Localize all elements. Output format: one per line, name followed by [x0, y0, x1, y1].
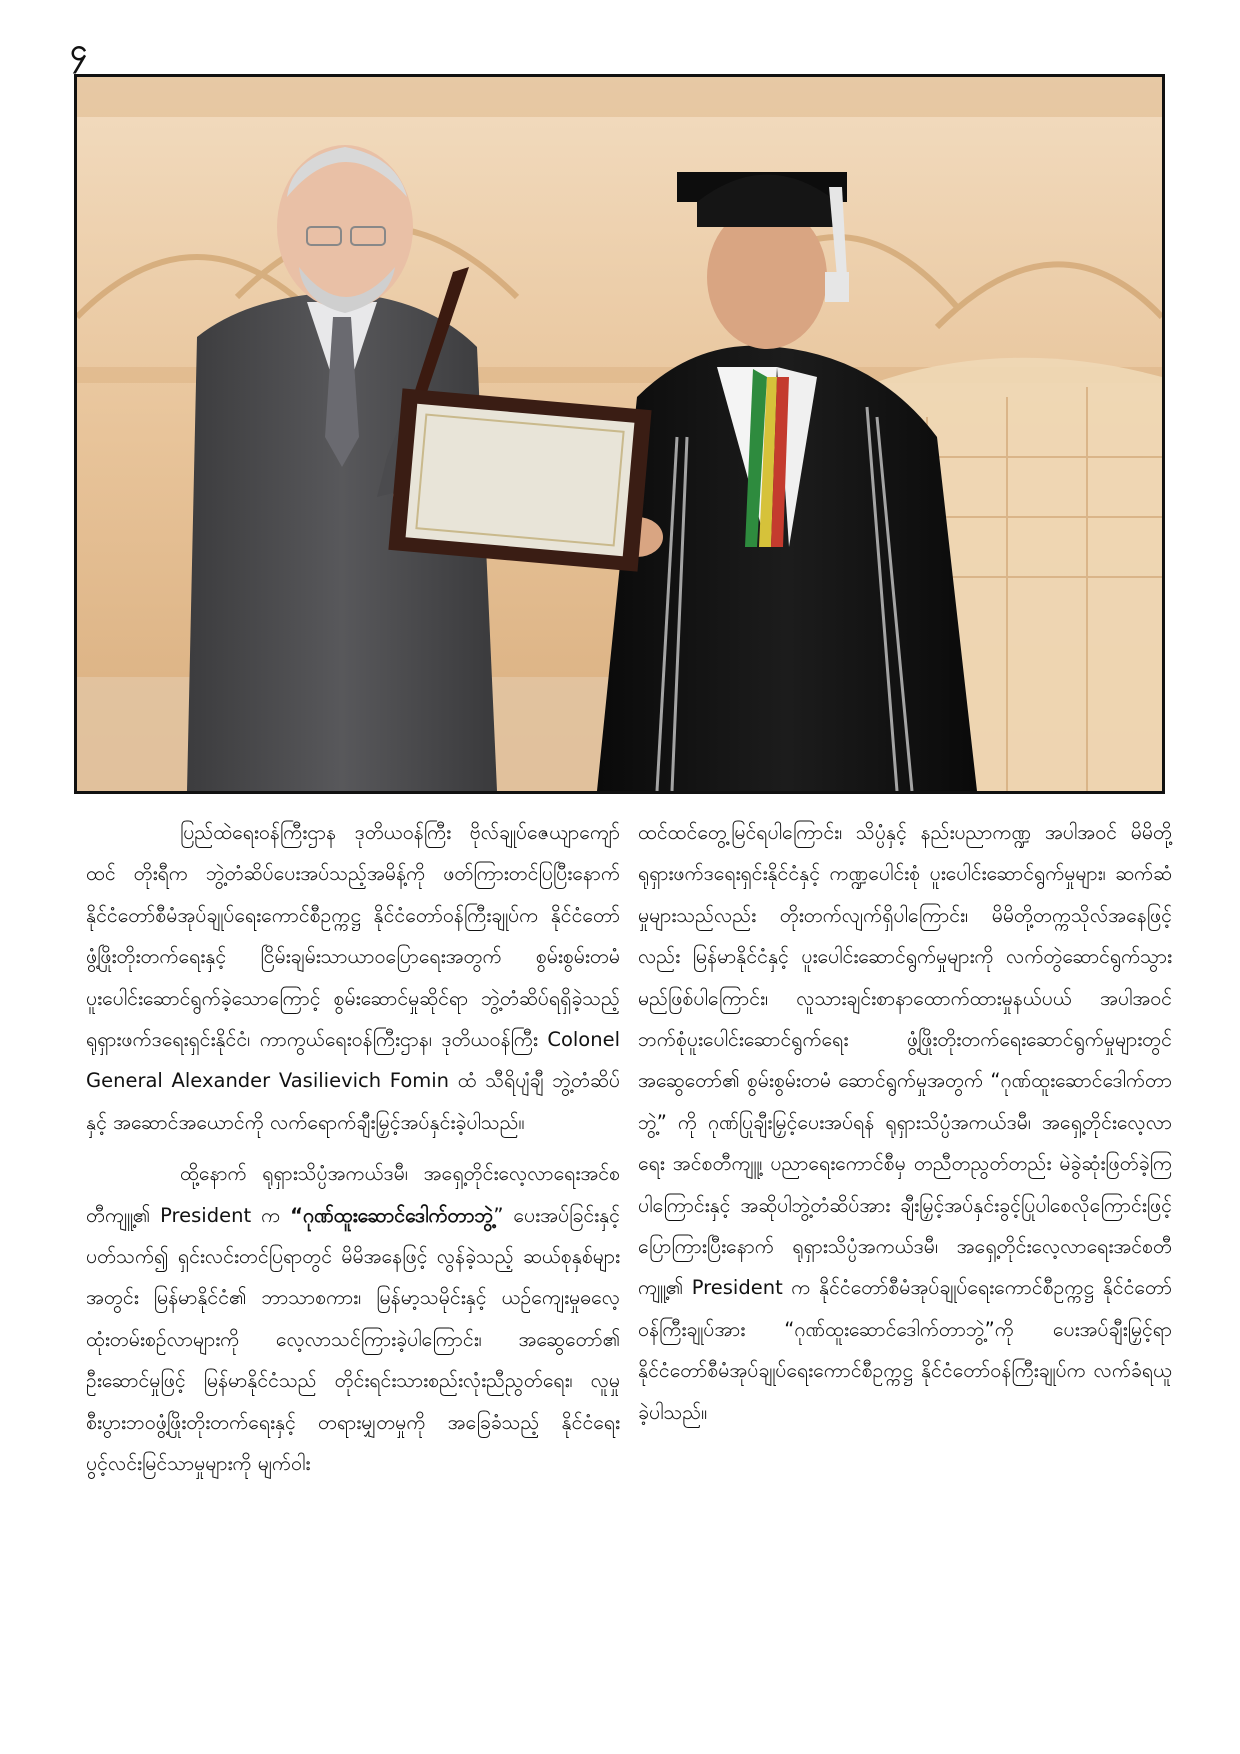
ceremony-photo [74, 74, 1165, 794]
article-paragraph [86, 1153, 620, 1484]
degree-title-bold: “ဂုဏ်ထူးဆောင်ဒေါက်တာဘွဲ့ [290, 1203, 494, 1227]
paragraph-text: ” ပေးအပ်ခြင်းနှင့်ပတ်သက်၍ ရှင်းလင်းတင်ပြရာတွင် မိမိအနေဖြင့် လွန်ခဲ့သည့် ဆယ်စုနှစ်များအတွင်း မြန်မာနိုင်ငံ၏ ဘာသာစကား၊ မြန်မာ့သမိုင်းနှင့် ယဉ်ကျေးမှုဓလေ့ထုံးတမ်းစဉ်လာများကို လေ့လာသင်ကြားခဲ့ပါကြောင်း၊ အဆွေတော်၏ ဦးဆောင်မှုဖြင့် မြန်မာနိုင်ငံသည် တိုင်းရင်းသားစည်းလုံးညီညွတ်ရေး၊ လူမှုစီးပွားဘဝဖွံ့ဖြိုးတိုးတက်ရေးနှင့် တရားမျှတမှုကို အခြေခံသည့် နိုင်ငံရေးပွင့်လင်းမြင်သာမှုများကို မျက်ဝါး [86, 1203, 620, 1476]
page-number: ၄ [70, 33, 87, 68]
article-paragraph: ထင်ထင်တွေ့မြင်ရပါကြောင်း၊ သိပ္ပံနှင့် နည်းပညာကဏ္ဍ အပါအဝင် မိမိတို့ရုရှားဖက်ဒရေးရှင်းနိုင်ငံနှင့် ကဏ္ဍပေါင်းစုံ ပူးပေါင်းဆောင်ရွက်မှုများ၊ ဆက်ဆံမှုများသည်လည်း တိုးတက်လျက်ရှိပါကြောင်း၊ မိမိတို့တက္ကသိုလ်အနေဖြင့်လည်း မြန်မာနိုင်ငံနှင့် ပူးပေါင်းဆောင်ရွက်မှုများကို လက်တွဲဆောင်ရွက်သွားမည်ဖြစ်ပါကြောင်း၊ လူသားချင်းစာနာထောက်ထားမှုနယ်ပယ် အပါအဝင် ဘက်စုံပူးပေါင်းဆောင်ရွက်ရေး ဖွံ့ဖြိုးတိုးတက်ရေးဆောင်ရွက်မှုများတွင် အဆွေတော်၏ စွမ်းစွမ်းတမံ ဆောင်ရွက်မှုအတွက် “ဂုဏ်ထူးဆောင်ဒေါက်တာဘွဲ့” ကို ဂုဏ်ပြုချီးမြှင့်ပေးအပ်ရန် ရုရှားသိပ္ပံအကယ်ဒမီ၊ အရှေ့တိုင်းလေ့လာရေး အင်စတီကျူ့၊ ပညာရေးကောင်စီမှ တညီတညွတ်တည်း မဲခွဲဆုံးဖြတ်ခဲ့ကြပါကြောင်းနှင့် အဆိုပါဘွဲ့တံဆိပ်အား ချီးမြှင့်အပ်နှင်းခွင့်ပြုပါစေလိုကြောင်းဖြင့် ပြောကြားပြီးနောက် ရုရှားသိပ္ပံအကယ်ဒမီ၊ အရှေ့တိုင်းလေ့လာရေးအင်စတီကျူ့၏ President က နိုင်ငံတော်စီမံအုပ်ချုပ်ရေးကောင်စီဥက္ကဋ္ဌ နိုင်ငံတော်ဝန်ကြီးချုပ်အား “ဂုဏ်ထူးဆောင်ဒေါက်တာဘွဲ့”ကို ပေးအပ်ချီးမြှင့်ရာ နိုင်ငံတော်စီမံအုပ်ချုပ်ရေးကောင်စီဥက္ကဋ္ဌ နိုင်ငံတော်ဝန်ကြီးချုပ်က လက်ခံရယူခဲ့ပါသည်။ [638, 821, 1172, 1424]
article-column-left [86, 812, 620, 1495]
paragraph-text: ထို့နောက် ရုရှားသိပ္ပံအကယ်ဒမီ၊ အရှေ့တိုင်းလေ့လာရေးအင်စတီကျူ့၏ President က [86, 1162, 620, 1227]
article-column-right [638, 812, 1172, 1443]
certificate-frame [388, 388, 651, 571]
article-paragraph: ပြည်ထဲရေးဝန်ကြီးဌာန ဒုတိယဝန်ကြီး ဗိုလ်ချုပ်ဇေယျာကျော်ထင် တိုးရီက ဘွဲ့တံဆိပ်ပေးအပ်သည့်အမိန့်ကို ဖတ်ကြားတင်ပြပြီးနောက် နိုင်ငံတော်စီမံအုပ်ချုပ်ရေးကောင်စီဥက္ကဋ္ဌ နိုင်ငံတော်ဝန်ကြီးချုပ်က နိုင်ငံတော်ဖွံ့ဖြိုးတိုးတက်ရေးနှင့် ငြိမ်းချမ်းသာယာဝပြောရေးအတွက် စွမ်းစွမ်းတမံ ပူးပေါင်းဆောင်ရွက်ခဲ့သောကြောင့် စွမ်းဆောင်မှုဆိုင်ရာ ဘွဲ့တံဆိပ်ရရှိခဲ့သည့် ရုရှားဖက်ဒရေးရှင်းနိုင်ငံ၊ ကာကွယ်ရေးဝန်ကြီးဌာန၊ ဒုတိယဝန်ကြီး Colonel General Alexander Vasilievich Fomin ထံ သီရိပျံချီ ဘွဲ့တံဆိပ်နှင့် အဆောင်အယောင်ကို လက်ရောက်ချီးမြှင့်အပ်နှင်းခဲ့ပါသည်။ [86, 821, 620, 1134]
ceremony-photo-illustration [77, 77, 1162, 791]
